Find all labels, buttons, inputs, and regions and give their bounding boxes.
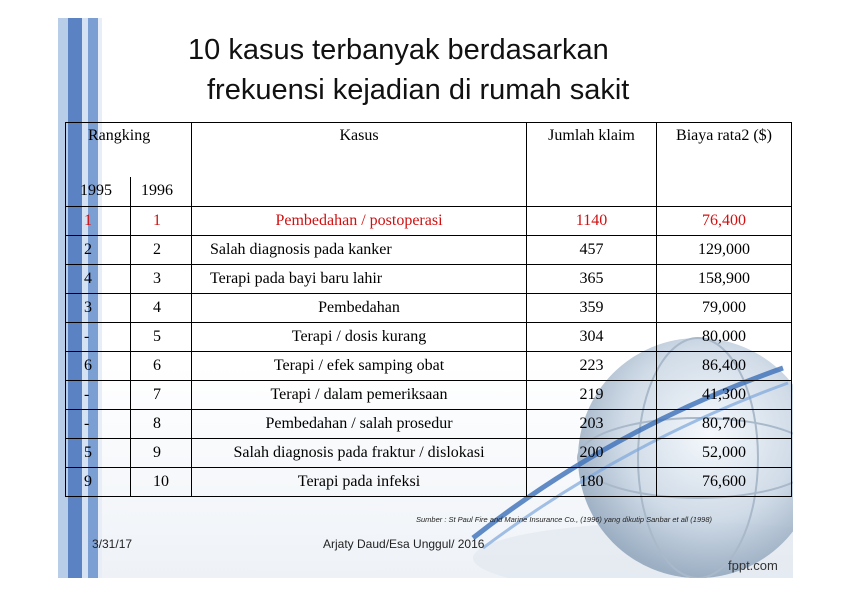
- table-row: [66, 236, 792, 265]
- average-cost: 52,000: [657, 439, 792, 468]
- claim-count: 365: [527, 265, 657, 294]
- claim-count: 1140: [527, 207, 657, 236]
- rank-1996: 8: [131, 410, 192, 439]
- header-kasus: Kasus: [192, 123, 527, 207]
- average-cost: 158,900: [657, 265, 792, 294]
- header-jumlah: Jumlah klaim: [527, 123, 657, 207]
- table-row: [66, 294, 792, 323]
- title-line-1: 10 kasus terbanyak berdasarkan: [188, 34, 609, 66]
- rank-1995: -: [66, 410, 131, 439]
- rank-1995: 4: [66, 265, 131, 294]
- table-row: [66, 468, 792, 497]
- rank-1995: 9: [66, 468, 131, 497]
- rank-1995: 2: [66, 236, 131, 265]
- average-cost: 76,400: [657, 207, 792, 236]
- slide-date: 3/31/17: [92, 537, 133, 551]
- rank-1996: 3: [131, 265, 192, 294]
- claim-count: 359: [527, 294, 657, 323]
- claim-count: 200: [527, 439, 657, 468]
- table-row: [66, 439, 792, 468]
- brand-logo: fppt.com: [728, 558, 778, 573]
- average-cost: 80,000: [657, 323, 792, 352]
- table-row: [66, 265, 792, 294]
- rank-1996: 9: [131, 439, 192, 468]
- header-year-1996: 1996: [131, 177, 192, 207]
- case-name: Salah diagnosis pada kanker: [192, 236, 527, 265]
- source-citation: Sumber : St Paul Fire and Marine Insurance Co., (1996) yang dikutip Sanbar et all (1998): [416, 515, 712, 524]
- case-name: Terapi pada infeksi: [192, 468, 527, 497]
- average-cost: 76,600: [657, 468, 792, 497]
- table-row: [66, 323, 792, 352]
- rank-1995: 3: [66, 294, 131, 323]
- slide-title: [183, 30, 743, 110]
- claim-count: 457: [527, 236, 657, 265]
- cases-table: [65, 122, 792, 497]
- claim-count: 203: [527, 410, 657, 439]
- rank-1996: 5: [131, 323, 192, 352]
- case-name: Terapi pada bayi baru lahir: [192, 265, 527, 294]
- average-cost: 79,000: [657, 294, 792, 323]
- average-cost: 129,000: [657, 236, 792, 265]
- average-cost: 41,300: [657, 381, 792, 410]
- rank-1995: 6: [66, 352, 131, 381]
- case-name: Terapi / efek samping obat: [192, 352, 527, 381]
- claim-count: 223: [527, 352, 657, 381]
- rank-1996: 10: [131, 468, 192, 497]
- slide-author: Arjaty Daud/Esa Unggul/ 2016: [323, 537, 485, 551]
- slide: [58, 18, 793, 578]
- case-name: Pembedahan / postoperasi: [192, 207, 527, 236]
- rank-1996: 7: [131, 381, 192, 410]
- case-name: Terapi / dalam pemeriksaan: [192, 381, 527, 410]
- rank-1995: -: [66, 323, 131, 352]
- header-rangking: Rangking: [66, 123, 192, 177]
- average-cost: 80,700: [657, 410, 792, 439]
- table-row: [66, 381, 792, 410]
- case-name: Pembedahan / salah prosedur: [192, 410, 527, 439]
- claim-count: 219: [527, 381, 657, 410]
- table-row: [66, 410, 792, 439]
- rank-1996: 2: [131, 236, 192, 265]
- rank-1995: 1: [66, 207, 131, 236]
- rank-1996: 6: [131, 352, 192, 381]
- rank-1995: 5: [66, 439, 131, 468]
- table-row: [66, 352, 792, 381]
- table-row: [66, 207, 792, 236]
- rank-1995: -: [66, 381, 131, 410]
- header-year-1995: 1995: [66, 177, 131, 207]
- claim-count: 304: [527, 323, 657, 352]
- case-name: Terapi / dosis kurang: [192, 323, 527, 352]
- case-name: Pembedahan: [192, 294, 527, 323]
- title-line-2: frekuensi kejadian di rumah sakit: [207, 74, 630, 106]
- header-biaya: Biaya rata2 ($): [657, 123, 792, 207]
- case-name: Salah diagnosis pada fraktur / dislokasi: [192, 439, 527, 468]
- average-cost: 86,400: [657, 352, 792, 381]
- rank-1996: 4: [131, 294, 192, 323]
- rank-1996: 1: [131, 207, 192, 236]
- claim-count: 180: [527, 468, 657, 497]
